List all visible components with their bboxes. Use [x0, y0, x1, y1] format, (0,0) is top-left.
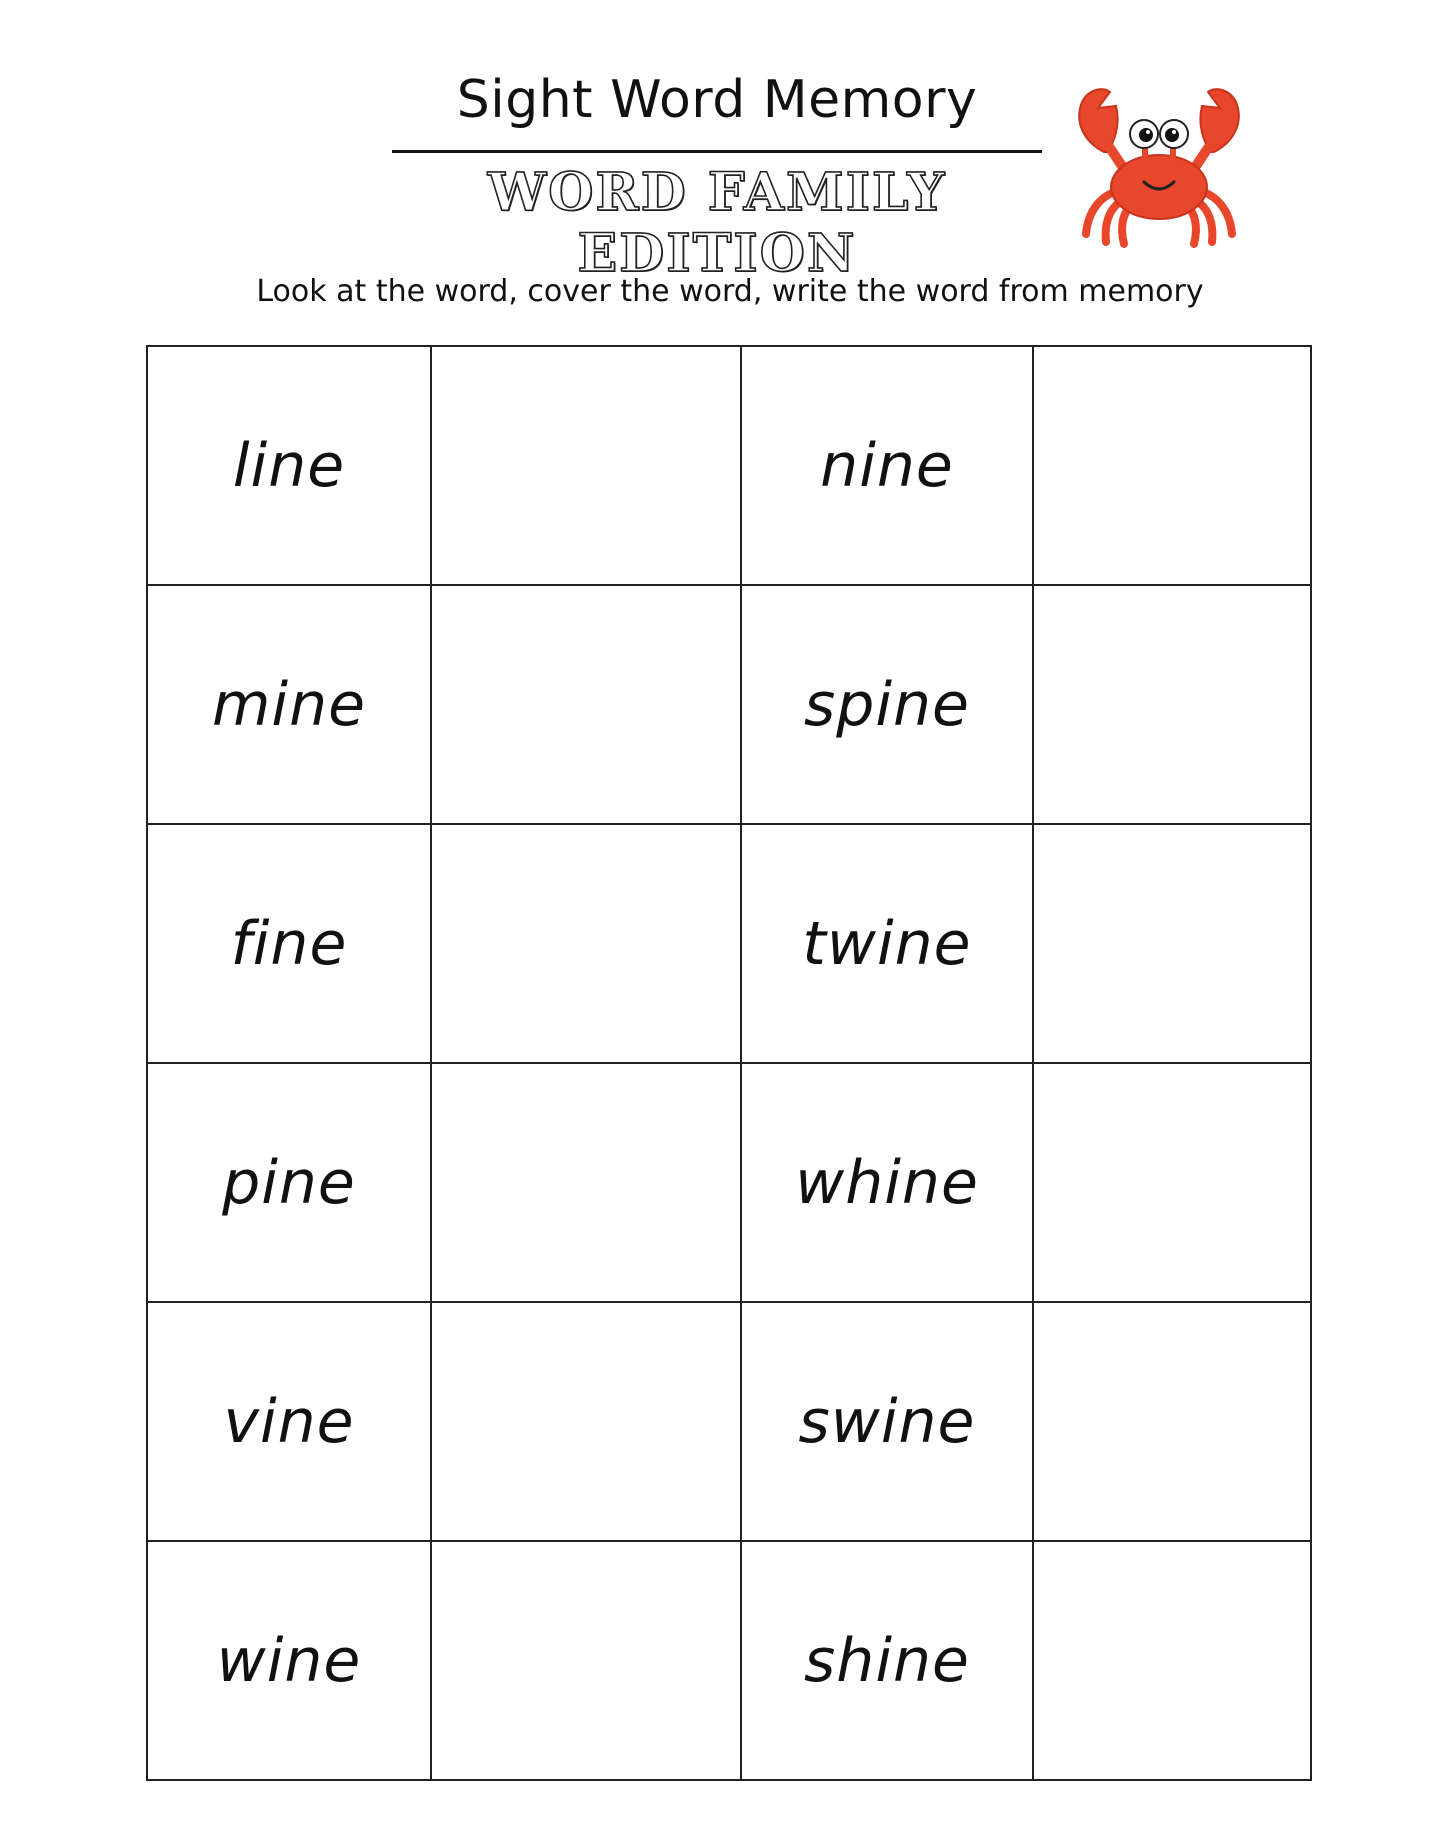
sight-word: nine [820, 430, 954, 501]
writing-box[interactable] [431, 1302, 741, 1541]
sight-word: wine [216, 1625, 362, 1696]
writing-box[interactable] [1033, 1541, 1311, 1780]
table-row [147, 1063, 1311, 1302]
word-cell [147, 1063, 431, 1302]
word-cell [741, 824, 1033, 1063]
word-grid [146, 345, 1312, 1781]
sight-word: shine [804, 1625, 970, 1696]
table-row [147, 1541, 1311, 1780]
sight-word: pine [222, 1147, 356, 1218]
sight-word: fine [230, 908, 348, 979]
page-title: Sight Word Memory [456, 70, 978, 130]
word-cell [147, 346, 431, 585]
writing-box[interactable] [431, 1063, 741, 1302]
instructions-text: Look at the word, cover the word, write the word from memory [256, 274, 1204, 309]
word-cell [147, 1302, 431, 1541]
word-cell [741, 1541, 1033, 1780]
writing-box[interactable] [431, 346, 741, 585]
writing-box[interactable] [1033, 585, 1311, 824]
sight-word: whine [795, 1147, 979, 1218]
sight-word: line [232, 430, 346, 501]
word-cell [147, 824, 431, 1063]
table-row [147, 346, 1311, 585]
sight-word: twine [802, 908, 972, 979]
sight-word: swine [798, 1386, 976, 1457]
sight-word: mine [211, 669, 367, 740]
word-cell [741, 1302, 1033, 1541]
writing-box[interactable] [431, 1541, 741, 1780]
word-cell [147, 1541, 431, 1780]
writing-box[interactable] [431, 824, 741, 1063]
word-cell [741, 1063, 1033, 1302]
sight-word: vine [223, 1386, 355, 1457]
crab-icon [1064, 82, 1254, 250]
word-cell [741, 346, 1033, 585]
writing-box[interactable] [1033, 1302, 1311, 1541]
writing-box[interactable] [1033, 824, 1311, 1063]
word-cell [147, 585, 431, 824]
table-row [147, 1302, 1311, 1541]
word-cell [741, 585, 1033, 824]
writing-box[interactable] [431, 585, 741, 824]
sight-word: spine [804, 669, 970, 740]
table-row [147, 824, 1311, 1063]
page-subtitle: WORD FAMILY EDITION [487, 162, 947, 284]
table-row [147, 585, 1311, 824]
title-underline [392, 150, 1042, 153]
writing-box[interactable] [1033, 346, 1311, 585]
writing-box[interactable] [1033, 1063, 1311, 1302]
